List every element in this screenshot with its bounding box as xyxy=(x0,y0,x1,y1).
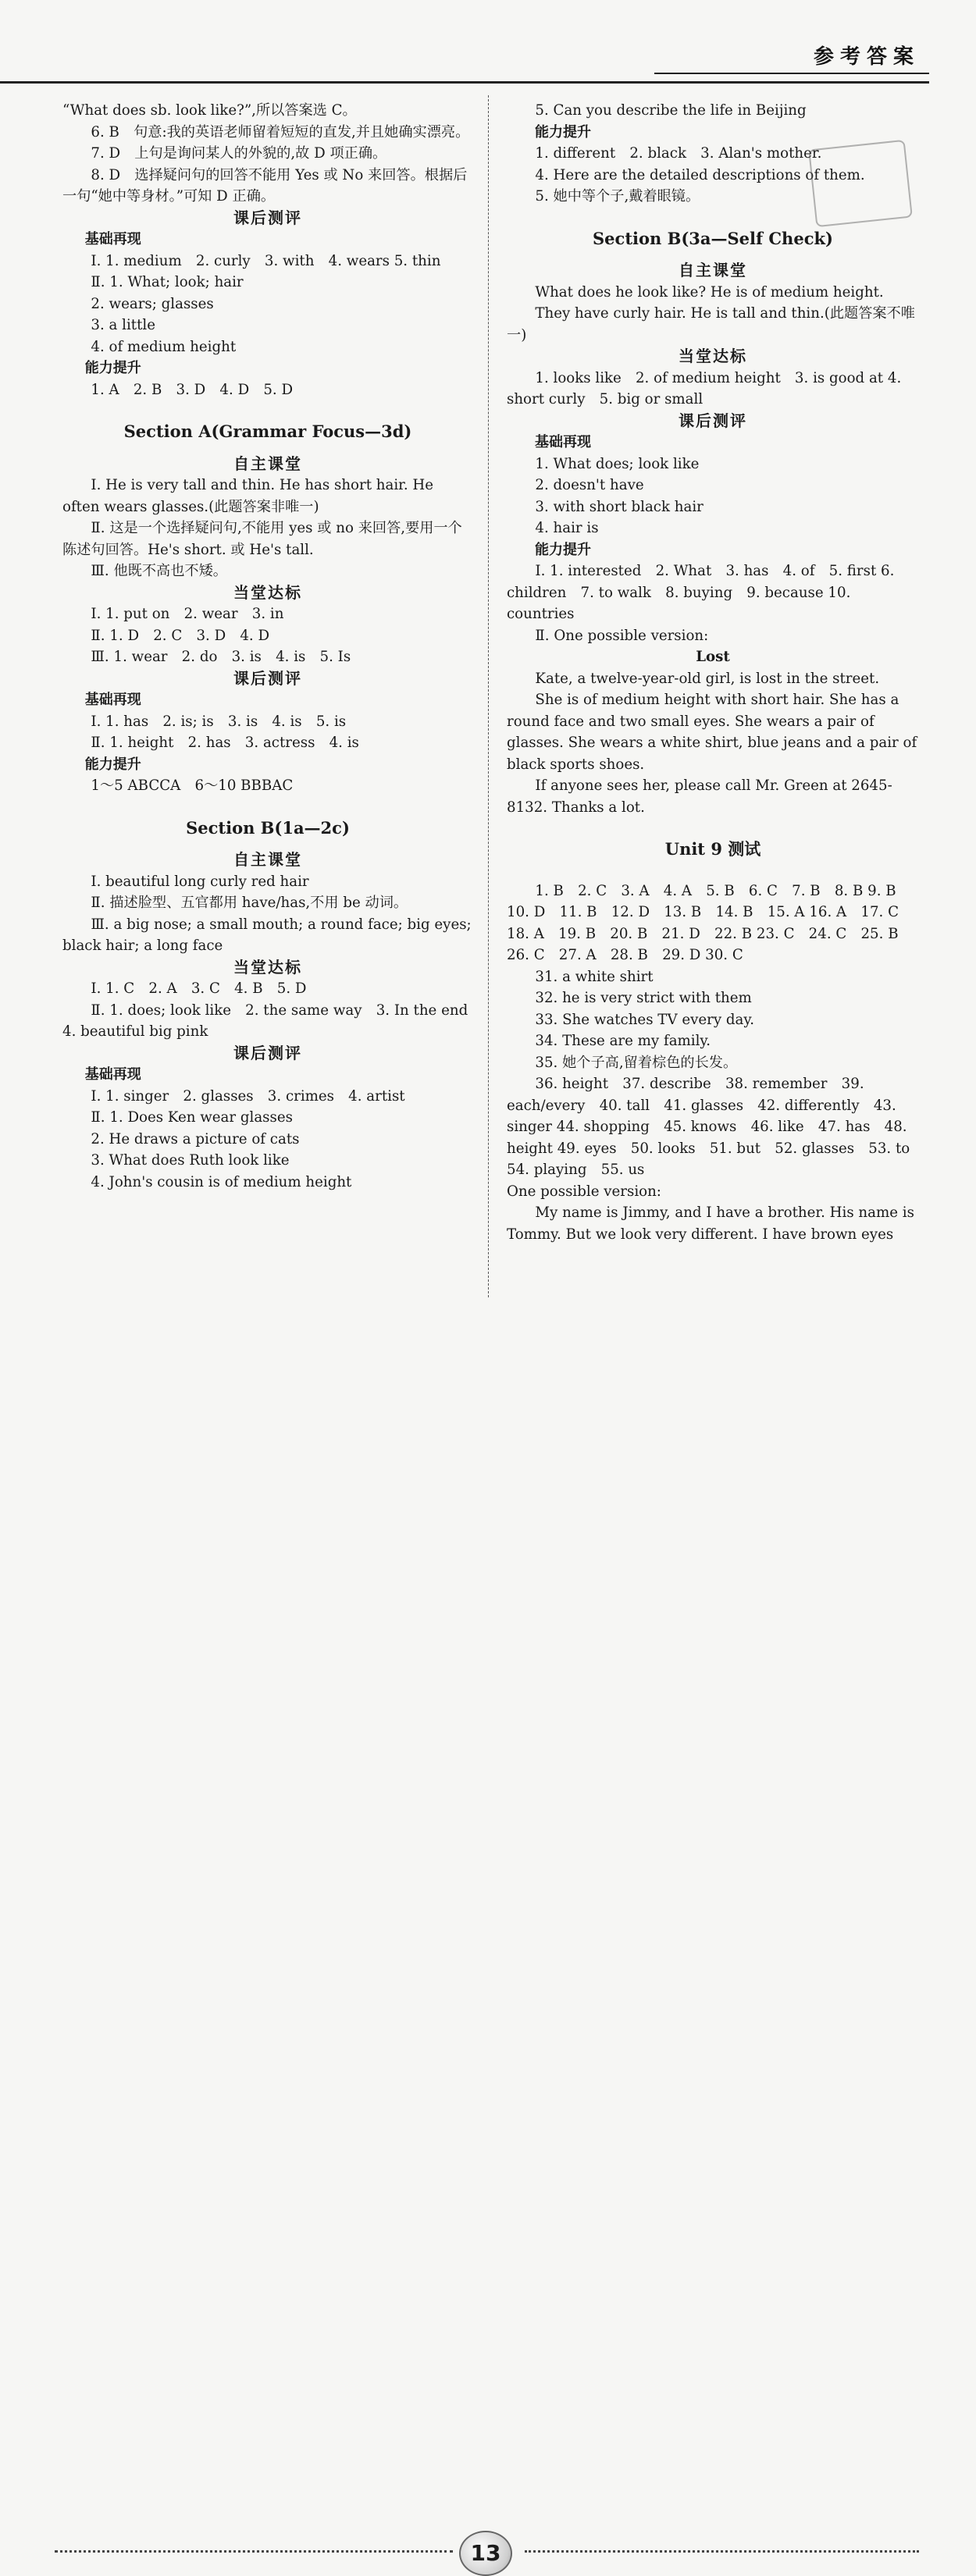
heading-kehou: 课后测评 xyxy=(679,411,747,430)
header-title: 参考答案 xyxy=(813,45,920,69)
heading-zizhu: 自主课堂 xyxy=(233,850,302,869)
answer-line: 5. 她中等个子,戴着眼镜。 xyxy=(535,188,700,205)
answer-line: 1. What does; look like xyxy=(535,455,700,472)
answer-line: 31. a white shirt xyxy=(535,968,654,985)
answer-line: 35. 她个子高,留着棕色的长发。 xyxy=(535,1054,738,1071)
answer-line: Ⅱ. 1. What; look; hair xyxy=(91,274,244,290)
right-column xyxy=(507,100,919,1245)
answer-line: 3. a little xyxy=(91,317,155,333)
heading-zizhu: 自主课堂 xyxy=(233,454,302,473)
stamp-mark xyxy=(808,140,913,227)
answer-line: 4. hair is xyxy=(535,520,599,536)
footer-dots-right xyxy=(525,2550,919,2553)
unit-test-title: Unit 9 测试 xyxy=(664,839,761,859)
answer-line: 32. he is very strict with them xyxy=(535,990,752,1006)
answer-line: 7. D 上句是询问某人的外貌的,故 D 项正确。 xyxy=(91,145,387,162)
subheading-nengli: 能力提升 xyxy=(84,756,141,773)
subheading-nengli: 能力提升 xyxy=(535,541,591,558)
heading-kehou: 课后测评 xyxy=(233,1043,302,1062)
subheading-nengli: 能力提升 xyxy=(84,360,141,376)
heading-dangtang: 当堂达标 xyxy=(679,347,747,365)
subheading-jichu: 基础再现 xyxy=(84,231,141,247)
answer-line: 34. These are my family. xyxy=(535,1033,711,1049)
answer-line: 5. Can you describe the life in Beijing xyxy=(535,102,807,119)
essay-line: Kate, a twelve-year-old girl, is lost in the street. xyxy=(535,670,880,687)
section-title: Section A(Grammar Focus—3d) xyxy=(123,422,412,441)
answer-line: Ⅱ. One possible version: xyxy=(535,627,709,644)
answer-line: 3. What does Ruth look like xyxy=(91,1152,290,1169)
answer-line: Ⅱ. 这是一个选择疑问句,不能用 yes 或 no 来回答,要用一个陈述句回答。He's short. 或 He's tall. xyxy=(62,520,462,558)
heading-kehou: 课后测评 xyxy=(233,668,302,688)
essay-line: My name is Jimmy, and I have a brother. His name is Tommy. But we look very different. I have brown eyes xyxy=(507,1204,914,1243)
section-title: Section B(1a—2c) xyxy=(186,817,350,838)
answer-line: What does he look like? He is of medium height. xyxy=(535,283,884,301)
answer-line: Ⅰ. beautiful long curly red hair xyxy=(91,873,309,890)
heading-dangtang: 当堂达标 xyxy=(233,957,302,977)
answer-line: Ⅰ. 1. has 2. is; is 3. is 4. is 5. is xyxy=(91,713,347,730)
answer-line: 4. of medium height xyxy=(91,338,237,355)
heading-zizhu: 自主课堂 xyxy=(679,261,747,279)
answer-line: “What does sb. look like?”,所以答案选 C。 xyxy=(62,102,357,119)
answer-line: Ⅱ. 1. D 2. C 3. D 4. D xyxy=(91,627,270,644)
page-footer xyxy=(0,1265,976,2566)
heading-kehou: 课后测评 xyxy=(233,208,302,227)
header-rule-short xyxy=(654,73,929,74)
left-column xyxy=(62,100,483,1193)
answer-line: 1. looks like 2. of medium height 3. is good at 4. short curly 5. big or small xyxy=(507,369,902,407)
subheading-jichu: 基础再现 xyxy=(84,1066,141,1083)
answer-line: Ⅱ. 1. height 2. has 3. actress 4. is xyxy=(91,735,359,751)
answer-line: 1. B 2. C 3. A 4. A 5. B 6. C 7. B 8. B 9. B 10. D 11. B 12. D 13. B 14. B 15. A 16. A 17. C 18. A 19. B 20. B 21. D 22. B 23. C 24. C 25. B 26. C 27. A 28. B 29. D 30. C xyxy=(507,882,914,963)
answer-line: 1. different 2. black 3. Alan's mother. xyxy=(535,145,822,162)
answer-line: They have curly hair. He is tall and thin.(此题答案不唯一) xyxy=(507,305,915,343)
section-title: Section B(3a—Self Check) xyxy=(593,228,833,248)
heading-dangtang: 当堂达标 xyxy=(233,582,302,602)
answer-line: Ⅰ. 1. singer 2. glasses 3. crimes 4. artist xyxy=(91,1087,405,1105)
answer-line: Ⅱ. 1. does; look like 2. the same way 3. In the end 4. beautiful big pink xyxy=(62,1002,483,1040)
answer-line: 8. D 选择疑问句的回答不能用 Yes 或 No 来回答。根据后一句“她中等身材。”可知 D 正确。 xyxy=(62,166,468,205)
subheading-jichu: 基础再现 xyxy=(84,692,141,708)
answer-line: Ⅲ. 他既不高也不矮。 xyxy=(91,563,227,579)
subheading-nengli: 能力提升 xyxy=(535,123,591,141)
answer-line: 1～5 ABCCA 6～10 BBBAC xyxy=(91,777,294,794)
column-divider xyxy=(488,95,489,1297)
answer-line: Ⅰ. 1. C 2. A 3. C 4. B 5. D xyxy=(91,980,307,997)
answer-line: Ⅱ. 描述脸型、五官都用 have/has,不用 be 动词。 xyxy=(91,895,408,911)
answer-line: Ⅱ. 1. Does Ken wear glasses xyxy=(91,1109,293,1126)
answer-line: Ⅰ. 1. interested 2. What 3. has 4. of 5. first 6. children 7. to walk 8. buying 9. because 10. countries xyxy=(507,563,895,622)
answer-line: 2. He draws a picture of cats xyxy=(91,1130,300,1147)
answer-line: Ⅲ. 1. wear 2. do 3. is 4. is 5. Is xyxy=(91,649,351,665)
subheading-jichu: 基础再现 xyxy=(535,434,591,450)
answer-line: 33. She watches TV every day. xyxy=(535,1011,755,1028)
answer-line: Ⅲ. a big nose; a small mouth; a round face; big eyes; black hair; a long face xyxy=(62,916,472,954)
answer-line: 36. height 37. describe 38. remember 39. each/every 40. tall 41. glasses 42. differently 43. singer 44. shopping 45. knows 46. like 47. has 48. height 49. eyes 50. looks 51. but 52. glasses 53. to 54. playing 55. us xyxy=(507,1076,910,1178)
answer-line: 4. Here are the detailed descriptions of them. xyxy=(535,166,865,183)
answer-line: 2. wears; glasses xyxy=(91,295,214,312)
answer-line: 4. John's cousin is of medium height xyxy=(91,1173,352,1190)
essay-line: She is of medium height with short hair. She has a round face and two small eyes. She wears a pair of glasses. She wears a white shirt, blue jeans and a pair of black sports shoes. xyxy=(507,692,917,773)
essay-line: If anyone sees her, please call Mr. Green at 2645-8132. Thanks a lot. xyxy=(507,777,892,816)
answer-line: One possible version: xyxy=(507,1183,661,1200)
answer-line: Ⅰ. 1. put on 2. wear 3. in xyxy=(91,606,284,622)
answer-line: 6. B 句意:我的英语老师留着短短的直发,并且她确实漂亮。 xyxy=(91,123,470,141)
answer-line: Ⅰ. 1. medium 2. curly 3. with 4. wears 5. thin xyxy=(91,252,441,269)
header-rule xyxy=(0,81,929,84)
footer-dots-left xyxy=(55,2550,453,2553)
answer-line: Ⅰ. He is very tall and thin. He has short hair. He often wears glasses.(此题答案非唯一) xyxy=(62,477,434,515)
essay-title: Lost xyxy=(696,649,730,665)
answer-line: 3. with short black hair xyxy=(535,498,704,515)
answer-line: 1. A 2. B 3. D 4. D 5. D xyxy=(91,381,294,398)
answer-line: 2. doesn't have xyxy=(535,477,644,493)
page-header xyxy=(0,0,976,84)
page-number: 13 xyxy=(459,2531,512,2576)
